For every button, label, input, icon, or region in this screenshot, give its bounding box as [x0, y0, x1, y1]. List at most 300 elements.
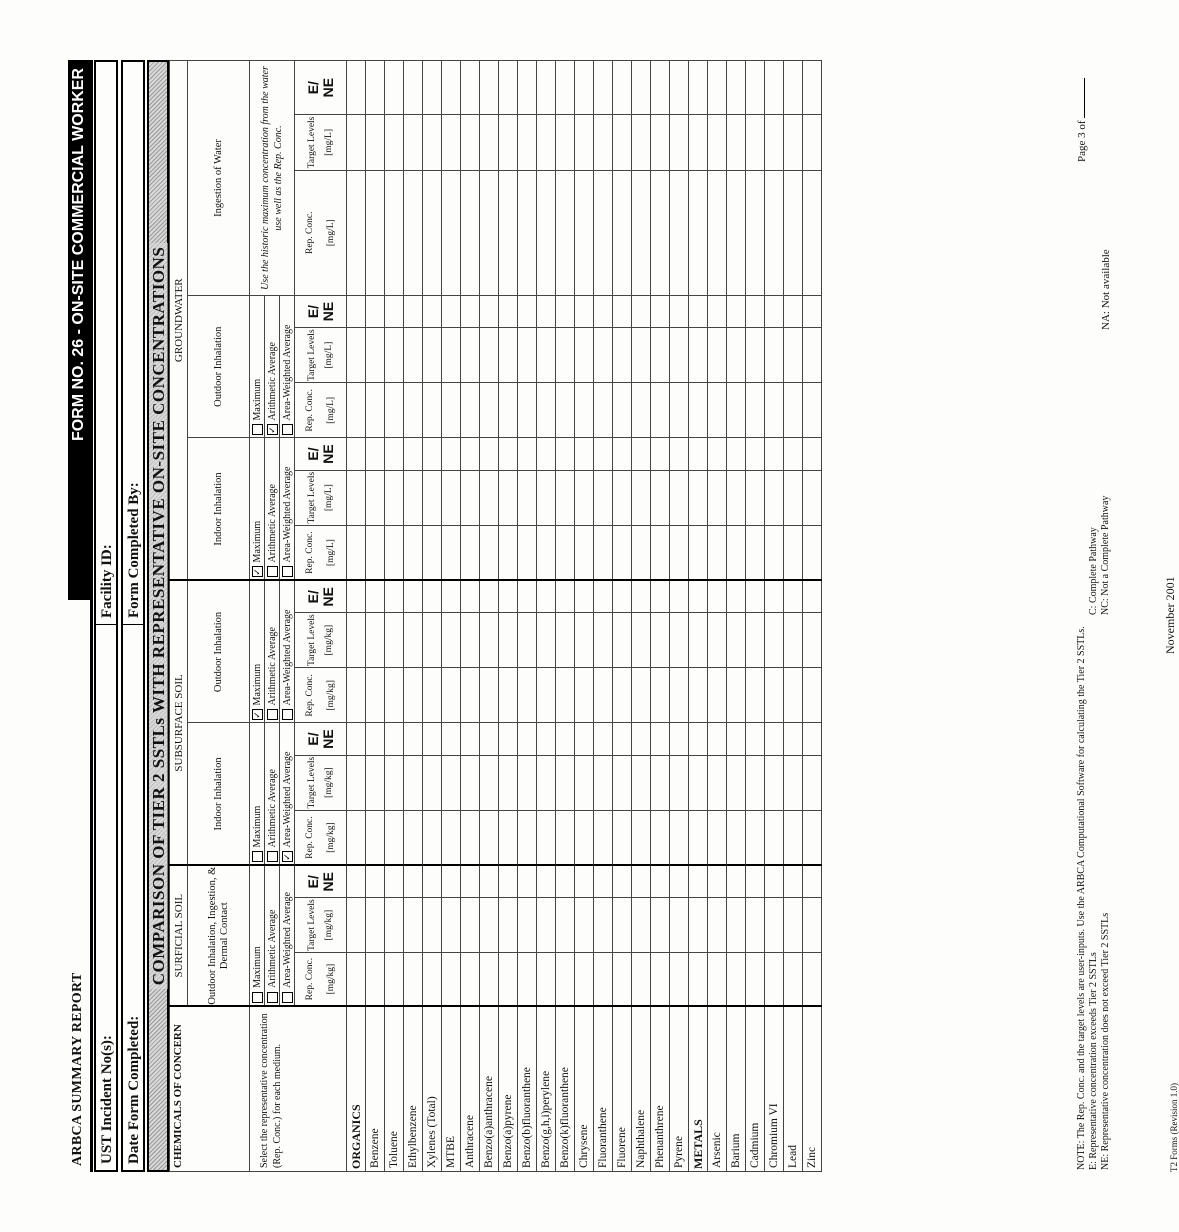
- entry-cell[interactable]: [423, 470, 442, 525]
- entry-cell[interactable]: [480, 61, 499, 115]
- entry-cell[interactable]: [385, 295, 404, 327]
- entry-cell[interactable]: [727, 580, 746, 612]
- entry-cell[interactable]: [575, 470, 594, 525]
- entry-cell[interactable]: [518, 438, 537, 470]
- entry-cell[interactable]: [404, 438, 423, 470]
- entry-cell[interactable]: [746, 810, 765, 865]
- entry-cell[interactable]: [613, 525, 632, 580]
- entry-cell[interactable]: [518, 580, 537, 612]
- entry-cell[interactable]: [632, 953, 651, 1006]
- entry-cell[interactable]: [708, 525, 727, 580]
- entry-cell[interactable]: [746, 580, 765, 612]
- entry-cell[interactable]: [784, 755, 803, 810]
- entry-cell[interactable]: [499, 723, 518, 755]
- entry-cell[interactable]: [765, 580, 784, 612]
- entry-cell[interactable]: [651, 438, 670, 470]
- entry-cell[interactable]: [594, 328, 613, 383]
- entry-cell[interactable]: [461, 115, 480, 170]
- entry-cell[interactable]: [366, 383, 385, 438]
- entry-cell[interactable]: [442, 898, 461, 953]
- entry-cell[interactable]: [708, 898, 727, 953]
- entry-cell[interactable]: [803, 115, 822, 170]
- entry-cell[interactable]: [746, 61, 765, 115]
- entry-cell[interactable]: [404, 755, 423, 810]
- entry-cell[interactable]: [594, 61, 613, 115]
- entry-cell[interactable]: [784, 525, 803, 580]
- entry-cell[interactable]: [746, 723, 765, 755]
- entry-cell[interactable]: [670, 438, 689, 470]
- entry-cell[interactable]: [708, 668, 727, 723]
- entry-cell[interactable]: [518, 328, 537, 383]
- option-arithmetic-average[interactable]: [265, 296, 280, 437]
- entry-cell[interactable]: [746, 525, 765, 580]
- entry-cell[interactable]: [366, 438, 385, 470]
- entry-cell[interactable]: [366, 723, 385, 755]
- entry-cell[interactable]: [442, 170, 461, 295]
- entry-cell[interactable]: [594, 115, 613, 170]
- entry-cell[interactable]: [556, 383, 575, 438]
- entry-cell[interactable]: [613, 898, 632, 953]
- entry-cell[interactable]: [575, 525, 594, 580]
- entry-cell[interactable]: [803, 613, 822, 668]
- entry-cell[interactable]: [423, 438, 442, 470]
- entry-cell[interactable]: [613, 723, 632, 755]
- entry-cell[interactable]: [499, 115, 518, 170]
- entry-cell[interactable]: [499, 613, 518, 668]
- entry-cell[interactable]: [423, 865, 442, 897]
- entry-cell[interactable]: [537, 383, 556, 438]
- entry-cell[interactable]: [499, 755, 518, 810]
- entry-cell[interactable]: [442, 295, 461, 327]
- entry-cell[interactable]: [803, 170, 822, 295]
- entry-cell[interactable]: [404, 953, 423, 1006]
- entry-cell[interactable]: [480, 613, 499, 668]
- entry-cell[interactable]: [480, 580, 499, 612]
- entry-cell[interactable]: [461, 810, 480, 865]
- entry-cell[interactable]: [765, 810, 784, 865]
- entry-cell[interactable]: [499, 953, 518, 1006]
- entry-cell[interactable]: [385, 898, 404, 953]
- entry-cell[interactable]: [651, 723, 670, 755]
- entry-cell[interactable]: [499, 810, 518, 865]
- entry-cell[interactable]: [575, 723, 594, 755]
- entry-cell[interactable]: [556, 61, 575, 115]
- option-maximum[interactable]: [250, 438, 265, 579]
- entry-cell[interactable]: [499, 865, 518, 897]
- entry-cell[interactable]: [518, 953, 537, 1006]
- entry-cell[interactable]: [746, 865, 765, 897]
- checkbox[interactable]: [267, 566, 278, 577]
- entry-cell[interactable]: [499, 328, 518, 383]
- entry-cell[interactable]: [594, 470, 613, 525]
- checkbox-checked[interactable]: [282, 851, 293, 862]
- entry-cell[interactable]: [708, 295, 727, 327]
- checkbox[interactable]: [282, 992, 293, 1003]
- entry-cell[interactable]: [727, 170, 746, 295]
- option-maximum[interactable]: [250, 296, 265, 437]
- entry-cell[interactable]: [385, 438, 404, 470]
- entry-cell[interactable]: [632, 470, 651, 525]
- entry-cell[interactable]: [632, 115, 651, 170]
- entry-cell[interactable]: [594, 295, 613, 327]
- entry-cell[interactable]: [480, 383, 499, 438]
- option-arithmetic-average[interactable]: [265, 581, 280, 722]
- entry-cell[interactable]: [442, 525, 461, 580]
- entry-cell[interactable]: [594, 865, 613, 897]
- entry-cell[interactable]: [727, 668, 746, 723]
- entry-cell[interactable]: [632, 668, 651, 723]
- entry-cell[interactable]: [727, 525, 746, 580]
- entry-cell[interactable]: [651, 470, 670, 525]
- entry-cell[interactable]: [594, 170, 613, 295]
- entry-cell[interactable]: [651, 580, 670, 612]
- entry-cell[interactable]: [784, 470, 803, 525]
- entry-cell[interactable]: [575, 438, 594, 470]
- entry-cell[interactable]: [461, 898, 480, 953]
- entry-cell[interactable]: [613, 470, 632, 525]
- checkbox[interactable]: [267, 709, 278, 720]
- entry-cell[interactable]: [442, 115, 461, 170]
- option-maximum[interactable]: [250, 866, 265, 1004]
- entry-cell[interactable]: [518, 295, 537, 327]
- entry-cell[interactable]: [556, 613, 575, 668]
- entry-cell[interactable]: [613, 953, 632, 1006]
- entry-cell[interactable]: [404, 668, 423, 723]
- entry-cell[interactable]: [651, 865, 670, 897]
- entry-cell[interactable]: [803, 953, 822, 1006]
- entry-cell[interactable]: [499, 295, 518, 327]
- entry-cell[interactable]: [366, 470, 385, 525]
- entry-cell[interactable]: [480, 755, 499, 810]
- entry-cell[interactable]: [461, 865, 480, 897]
- entry-cell[interactable]: [651, 755, 670, 810]
- entry-cell[interactable]: [784, 953, 803, 1006]
- entry-cell[interactable]: [575, 295, 594, 327]
- entry-cell[interactable]: [423, 953, 442, 1006]
- option-area-weighted-average[interactable]: [280, 866, 294, 1004]
- entry-cell[interactable]: [651, 898, 670, 953]
- entry-cell[interactable]: [499, 580, 518, 612]
- entry-cell[interactable]: [385, 723, 404, 755]
- entry-cell[interactable]: [784, 723, 803, 755]
- entry-cell[interactable]: [499, 525, 518, 580]
- entry-cell[interactable]: [708, 470, 727, 525]
- entry-cell[interactable]: [404, 383, 423, 438]
- entry-cell[interactable]: [385, 525, 404, 580]
- option-arithmetic-average[interactable]: [265, 723, 280, 864]
- entry-cell[interactable]: [651, 613, 670, 668]
- entry-cell[interactable]: [708, 438, 727, 470]
- entry-cell[interactable]: [480, 525, 499, 580]
- entry-cell[interactable]: [727, 723, 746, 755]
- entry-cell[interactable]: [499, 668, 518, 723]
- entry-cell[interactable]: [518, 115, 537, 170]
- entry-cell[interactable]: [784, 328, 803, 383]
- entry-cell[interactable]: [366, 953, 385, 1006]
- entry-cell[interactable]: [765, 723, 784, 755]
- entry-cell[interactable]: [765, 755, 784, 810]
- entry-cell[interactable]: [765, 470, 784, 525]
- entry-cell[interactable]: [537, 953, 556, 1006]
- entry-cell[interactable]: [746, 438, 765, 470]
- entry-cell[interactable]: [670, 328, 689, 383]
- entry-cell[interactable]: [708, 755, 727, 810]
- entry-cell[interactable]: [518, 470, 537, 525]
- entry-cell[interactable]: [784, 170, 803, 295]
- entry-cell[interactable]: [613, 613, 632, 668]
- entry-cell[interactable]: [499, 170, 518, 295]
- entry-cell[interactable]: [803, 898, 822, 953]
- entry-cell[interactable]: [746, 668, 765, 723]
- entry-cell[interactable]: [442, 580, 461, 612]
- entry-cell[interactable]: [366, 328, 385, 383]
- entry-cell[interactable]: [803, 383, 822, 438]
- entry-cell[interactable]: [765, 613, 784, 668]
- entry-cell[interactable]: [537, 525, 556, 580]
- entry-cell[interactable]: [480, 295, 499, 327]
- entry-cell[interactable]: [366, 580, 385, 612]
- entry-cell[interactable]: [499, 61, 518, 115]
- entry-cell[interactable]: [442, 613, 461, 668]
- entry-cell[interactable]: [518, 383, 537, 438]
- entry-cell[interactable]: [746, 953, 765, 1006]
- entry-cell[interactable]: [461, 170, 480, 295]
- entry-cell[interactable]: [803, 328, 822, 383]
- entry-cell[interactable]: [366, 170, 385, 295]
- entry-cell[interactable]: [404, 328, 423, 383]
- entry-cell[interactable]: [670, 865, 689, 897]
- entry-cell[interactable]: [518, 810, 537, 865]
- entry-cell[interactable]: [803, 61, 822, 115]
- entry-cell[interactable]: [575, 328, 594, 383]
- checkbox[interactable]: [252, 992, 263, 1003]
- entry-cell[interactable]: [518, 668, 537, 723]
- entry-cell[interactable]: [423, 61, 442, 115]
- entry-cell[interactable]: [480, 668, 499, 723]
- entry-cell[interactable]: [784, 438, 803, 470]
- entry-cell[interactable]: [423, 613, 442, 668]
- entry-cell[interactable]: [385, 328, 404, 383]
- entry-cell[interactable]: [480, 810, 499, 865]
- entry-cell[interactable]: [385, 115, 404, 170]
- entry-cell[interactable]: [499, 898, 518, 953]
- entry-cell[interactable]: [632, 755, 651, 810]
- entry-cell[interactable]: [803, 723, 822, 755]
- entry-cell[interactable]: [423, 328, 442, 383]
- entry-cell[interactable]: [366, 295, 385, 327]
- entry-cell[interactable]: [461, 438, 480, 470]
- entry-cell[interactable]: [765, 865, 784, 897]
- entry-cell[interactable]: [404, 470, 423, 525]
- entry-cell[interactable]: [385, 470, 404, 525]
- entry-cell[interactable]: [556, 525, 575, 580]
- entry-cell[interactable]: [385, 810, 404, 865]
- entry-cell[interactable]: [442, 810, 461, 865]
- entry-cell[interactable]: [556, 580, 575, 612]
- entry-cell[interactable]: [461, 755, 480, 810]
- entry-cell[interactable]: [765, 61, 784, 115]
- entry-cell[interactable]: [461, 953, 480, 1006]
- entry-cell[interactable]: [803, 865, 822, 897]
- entry-cell[interactable]: [423, 383, 442, 438]
- entry-cell[interactable]: [708, 613, 727, 668]
- entry-cell[interactable]: [404, 865, 423, 897]
- entry-cell[interactable]: [632, 61, 651, 115]
- entry-cell[interactable]: [575, 383, 594, 438]
- entry-cell[interactable]: [423, 580, 442, 612]
- entry-cell[interactable]: [423, 295, 442, 327]
- entry-cell[interactable]: [632, 613, 651, 668]
- entry-cell[interactable]: [385, 613, 404, 668]
- entry-cell[interactable]: [556, 668, 575, 723]
- entry-cell[interactable]: [461, 383, 480, 438]
- entry-cell[interactable]: [784, 668, 803, 723]
- entry-cell[interactable]: [556, 755, 575, 810]
- entry-cell[interactable]: [746, 115, 765, 170]
- entry-cell[interactable]: [613, 668, 632, 723]
- entry-cell[interactable]: [765, 170, 784, 295]
- entry-cell[interactable]: [765, 295, 784, 327]
- entry-cell[interactable]: [670, 953, 689, 1006]
- entry-cell[interactable]: [575, 115, 594, 170]
- entry-cell[interactable]: [746, 295, 765, 327]
- entry-cell[interactable]: [727, 61, 746, 115]
- entry-cell[interactable]: [556, 295, 575, 327]
- entry-cell[interactable]: [480, 170, 499, 295]
- entry-cell[interactable]: [480, 723, 499, 755]
- entry-cell[interactable]: [632, 438, 651, 470]
- entry-cell[interactable]: [594, 580, 613, 612]
- entry-cell[interactable]: [803, 470, 822, 525]
- entry-cell[interactable]: [632, 295, 651, 327]
- entry-cell[interactable]: [404, 170, 423, 295]
- entry-cell[interactable]: [575, 613, 594, 668]
- option-area-weighted-average[interactable]: [280, 438, 294, 579]
- entry-cell[interactable]: [461, 295, 480, 327]
- entry-cell[interactable]: [727, 470, 746, 525]
- entry-cell[interactable]: [784, 295, 803, 327]
- entry-cell[interactable]: [404, 723, 423, 755]
- entry-cell[interactable]: [480, 438, 499, 470]
- entry-cell[interactable]: [366, 810, 385, 865]
- option-area-weighted-average[interactable]: [280, 296, 294, 437]
- entry-cell[interactable]: [651, 810, 670, 865]
- entry-cell[interactable]: [423, 723, 442, 755]
- entry-cell[interactable]: [480, 470, 499, 525]
- entry-cell[interactable]: [670, 810, 689, 865]
- option-arithmetic-average[interactable]: [265, 866, 280, 1004]
- entry-cell[interactable]: [556, 953, 575, 1006]
- entry-cell[interactable]: [461, 61, 480, 115]
- entry-cell[interactable]: [594, 723, 613, 755]
- entry-cell[interactable]: [613, 383, 632, 438]
- entry-cell[interactable]: [613, 61, 632, 115]
- entry-cell[interactable]: [404, 580, 423, 612]
- entry-cell[interactable]: [537, 295, 556, 327]
- entry-cell[interactable]: [404, 810, 423, 865]
- checkbox[interactable]: [282, 566, 293, 577]
- entry-cell[interactable]: [670, 525, 689, 580]
- entry-cell[interactable]: [404, 613, 423, 668]
- entry-cell[interactable]: [708, 580, 727, 612]
- entry-cell[interactable]: [613, 328, 632, 383]
- entry-cell[interactable]: [613, 810, 632, 865]
- entry-cell[interactable]: [746, 613, 765, 668]
- entry-cell[interactable]: [499, 438, 518, 470]
- entry-cell[interactable]: [651, 170, 670, 295]
- entry-cell[interactable]: [613, 865, 632, 897]
- entry-cell[interactable]: [594, 668, 613, 723]
- entry-cell[interactable]: [670, 723, 689, 755]
- entry-cell[interactable]: [746, 170, 765, 295]
- entry-cell[interactable]: [594, 613, 613, 668]
- entry-cell[interactable]: [385, 953, 404, 1006]
- entry-cell[interactable]: [537, 723, 556, 755]
- entry-cell[interactable]: [651, 115, 670, 170]
- entry-cell[interactable]: [613, 115, 632, 170]
- entry-cell[interactable]: [575, 898, 594, 953]
- entry-cell[interactable]: [537, 328, 556, 383]
- entry-cell[interactable]: [423, 525, 442, 580]
- entry-cell[interactable]: [480, 328, 499, 383]
- option-area-weighted-average[interactable]: [280, 723, 294, 864]
- entry-cell[interactable]: [670, 668, 689, 723]
- entry-cell[interactable]: [480, 898, 499, 953]
- entry-cell[interactable]: [366, 755, 385, 810]
- entry-cell[interactable]: [670, 613, 689, 668]
- entry-cell[interactable]: [784, 61, 803, 115]
- entry-cell[interactable]: [594, 953, 613, 1006]
- entry-cell[interactable]: [613, 580, 632, 612]
- entry-cell[interactable]: [632, 170, 651, 295]
- entry-cell[interactable]: [803, 810, 822, 865]
- entry-cell[interactable]: [404, 898, 423, 953]
- entry-cell[interactable]: [765, 328, 784, 383]
- entry-cell[interactable]: [727, 295, 746, 327]
- entry-cell[interactable]: [784, 613, 803, 668]
- entry-cell[interactable]: [670, 383, 689, 438]
- entry-cell[interactable]: [651, 953, 670, 1006]
- entry-cell[interactable]: [442, 723, 461, 755]
- entry-cell[interactable]: [803, 438, 822, 470]
- entry-cell[interactable]: [556, 810, 575, 865]
- entry-cell[interactable]: [556, 470, 575, 525]
- entry-cell[interactable]: [594, 898, 613, 953]
- entry-cell[interactable]: [518, 525, 537, 580]
- entry-cell[interactable]: [442, 470, 461, 525]
- entry-cell[interactable]: [518, 61, 537, 115]
- entry-cell[interactable]: [423, 898, 442, 953]
- entry-cell[interactable]: [423, 170, 442, 295]
- checkbox[interactable]: [252, 424, 263, 435]
- entry-cell[interactable]: [423, 115, 442, 170]
- entry-cell[interactable]: [556, 115, 575, 170]
- entry-cell[interactable]: [765, 383, 784, 438]
- entry-cell[interactable]: [537, 865, 556, 897]
- entry-cell[interactable]: [670, 170, 689, 295]
- entry-cell[interactable]: [442, 755, 461, 810]
- entry-cell[interactable]: [461, 723, 480, 755]
- entry-cell[interactable]: [575, 953, 594, 1006]
- entry-cell[interactable]: [708, 61, 727, 115]
- checkbox-checked[interactable]: [252, 709, 263, 720]
- entry-cell[interactable]: [518, 898, 537, 953]
- entry-cell[interactable]: [385, 170, 404, 295]
- entry-cell[interactable]: [442, 438, 461, 470]
- entry-cell[interactable]: [765, 115, 784, 170]
- entry-cell[interactable]: [708, 953, 727, 1006]
- entry-cell[interactable]: [537, 755, 556, 810]
